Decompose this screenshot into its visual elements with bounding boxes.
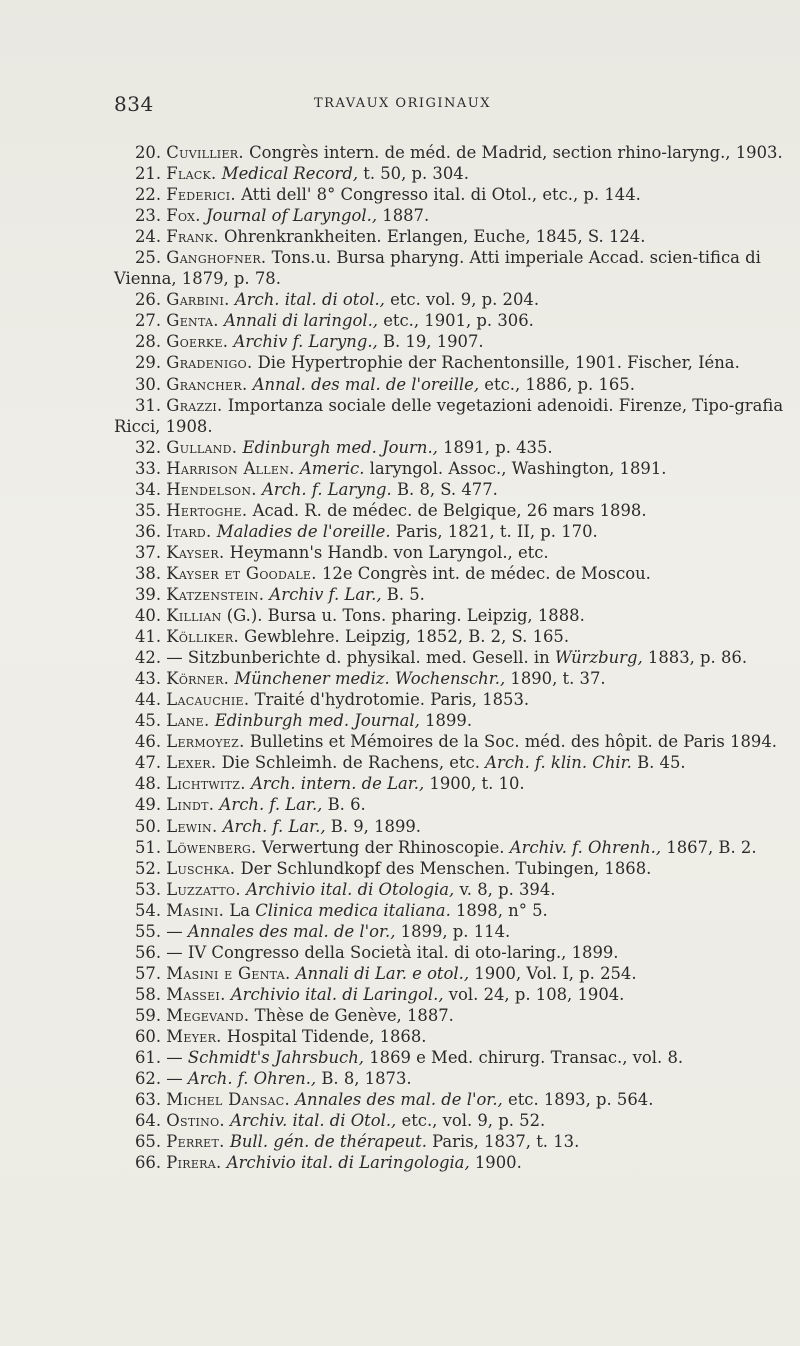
reference-author: Gradenigo. [166,353,253,373]
reference-entry [114,184,786,205]
reference-title: Münchener mediz. Wochenschr., [234,669,506,689]
reference-entry [114,331,786,352]
reference-title: Arch. f. Lar., [219,795,323,815]
reference-title: Annali di laringol., [223,311,378,331]
reference-author: Grancher. [166,374,248,394]
reference-entry [114,858,786,879]
reference-entry [114,500,786,521]
reference-entry [114,163,786,184]
reference-text: — [166,921,188,941]
page-header [114,92,784,118]
reference-entry [114,289,786,310]
reference-title: Arch. f. Ohren., [187,1069,317,1089]
reference-author: Lacauchie. [166,690,250,710]
reference-text: Die Hypertrophie der Rachentonsille, 1901. Fischer, Iéna. [252,353,740,373]
reference-text: — [166,1048,188,1068]
reference-text: Ohrenkrankheiten. Erlangen, Euche, 1845, S. 124. [218,227,646,247]
reference-number: 33. [135,458,162,478]
reference-number: 24. [135,227,162,247]
reference-text: Heymann's Handb. von Laryngol., etc. [224,542,549,562]
reference-author: Luschka. [166,858,236,878]
reference-number: 22. [135,185,162,205]
reference-entry [114,1152,786,1173]
reference-text: Bulletins et Mémoires de la Soc. méd. des hôpit. de Paris 1894. [244,732,777,752]
reference-text: Acad. R. de médec. de Belgique, 26 mars 1898. [247,500,647,520]
reference-text: Thèse de Genève, 1887. [249,1005,454,1025]
reference-entry [114,226,786,247]
reference-text: La [224,900,256,920]
reference-number: 45. [135,711,162,731]
reference-author: Grazzi. [166,395,223,415]
reference-number: 57. [135,963,162,983]
reference-entry [114,942,786,963]
reference-text: 1869 e Med. chirurg. Transac., vol. 8. [364,1048,684,1068]
reference-author: Flack. [166,164,217,184]
reference-number: 32. [135,437,162,457]
reference-number: 30. [135,374,162,394]
reference-number: 50. [135,816,162,836]
reference-text: Importanza sociale delle vegetazioni adenoidi. Firenze, Tipo-grafia Ricci, 1908. [114,395,784,436]
reference-text: Hospital Tidende, 1868. [221,1026,427,1046]
reference-title: Americ. [299,458,365,478]
reference-title: Arch. f. Lar., [222,816,326,836]
reference-entry [114,668,786,689]
reference-entry [114,352,786,373]
reference-author: Lane. [166,711,210,731]
reference-entry [114,1089,786,1110]
reference-author: Fox. [166,206,201,226]
reference-text: 1887. [377,206,430,226]
reference-title: Journal of Laryngol., [205,206,378,226]
reference-entry [114,773,786,794]
reference-entry [114,647,786,668]
reference-text: etc., 1901, p. 306. [377,311,534,331]
reference-author: Gulland. [166,437,238,457]
reference-entry [114,1005,786,1026]
reference-text: 12e Congrès int. de médec. de Moscou. [316,563,651,583]
reference-title: Archiv f. Laryng., [233,332,378,352]
reference-entry [114,542,786,563]
reference-entry [114,479,786,500]
reference-author: Körner. [166,669,230,689]
reference-entry [114,1110,786,1131]
reference-title: Annales des mal. de l'or., [295,1090,503,1110]
reference-number: 63. [135,1090,162,1110]
reference-entry [114,1047,786,1068]
reference-number: 47. [135,753,162,773]
reference-title: Edinburgh med. Journal, [214,711,420,731]
reference-text: B. 9, 1899. [325,816,422,836]
reference-author: Pirera. [166,1153,222,1173]
reference-title: Arch. f. Laryng. [262,479,392,499]
reference-number: 31. [135,395,162,415]
reference-entry [114,710,786,731]
reference-text: 1899, p. 114. [395,921,511,941]
reference-entry [114,816,786,837]
reference-title: Archiv f. Lar., [269,584,382,604]
reference-author: Itard. [166,521,212,541]
reference-text: — Sitzbunberichte d. physikal. med. Gesell. in [166,648,555,668]
reference-entry [114,731,786,752]
reference-entry [114,689,786,710]
reference-text: 1900. [469,1153,522,1173]
reference-author: Meyer. [166,1026,222,1046]
reference-title: Maladies de l'oreille. [216,521,391,541]
reference-author: Kölliker. [166,627,239,647]
reference-title: Arch. f. klin. Chir. [485,753,632,773]
reference-number: 64. [135,1111,162,1131]
reference-text: Paris, 1837, t. 13. [426,1132,580,1152]
reference-number: 37. [135,542,162,562]
reference-number: 20. [135,143,162,162]
reference-title: Annal. des mal. de l'oreille, [252,374,480,394]
reference-text: 1898, n° 5. [450,900,548,920]
reference-entry [114,605,786,626]
page-number: 834 [114,92,154,116]
reference-title: Schmidt's Jahrsbuch, [187,1048,365,1068]
reference-text: B. 6. [322,795,366,815]
reference-text: B. 45. [631,753,686,773]
reference-text: 1900, t. 10. [424,774,525,794]
reference-entry [114,395,786,437]
reference-number: 62. [135,1069,162,1089]
reference-text: etc. 1893, p. 564. [502,1090,654,1110]
reference-text: — [166,1069,188,1089]
reference-title: Archiv. f. Ohrenh., [509,837,662,857]
reference-title: Clinica medica italiana. [255,900,451,920]
reference-number: 34. [135,479,162,499]
reference-number: 38. [135,563,162,583]
reference-entry [114,626,786,647]
reference-number: 58. [135,984,162,1004]
reference-text: Verwertung der Rhinoscopie. [256,837,510,857]
reference-number: 60. [135,1026,162,1046]
reference-number: 56. [135,942,162,962]
reference-text: 1883, p. 86. [642,648,748,668]
reference-title: Edinburgh med. Journ., [242,437,438,457]
reference-title: Annales des mal. de l'or., [187,921,396,941]
reference-author: Goerke. [166,332,229,352]
reference-entry [114,310,786,331]
reference-author: Masini e Genta. [166,963,291,983]
reference-author: Masini. [166,900,225,920]
reference-text: Congrès intern. de méd. de Madrid, section rhino-laryng., 1903. [243,143,783,162]
reference-number: 29. [135,353,162,373]
reference-entry [114,921,786,942]
reference-entry [114,837,786,858]
reference-number: 26. [135,290,162,310]
reference-number: 42. [135,648,162,668]
reference-text: Der Schlundkopf des Menschen. Tubingen, 1868. [235,858,652,878]
reference-number: 41. [135,627,162,647]
reference-text: t. 50, p. 304. [358,164,469,184]
reference-entry [114,984,786,1005]
reference-number: 35. [135,500,162,520]
reference-text: Paris, 1821, t. II, p. 170. [390,521,598,541]
reference-author: Cuvillier. [166,143,244,162]
reference-entry [114,142,786,163]
reference-author: Perret. [166,1132,225,1152]
reference-number: 21. [135,164,162,184]
reference-text: etc., vol. 9, p. 52. [396,1111,546,1131]
reference-text: B. 19, 1907. [377,332,484,352]
reference-number: 36. [135,521,162,541]
reference-author: Massei. [166,984,226,1004]
reference-title: Archivio ital. di Laringologia, [226,1153,470,1173]
reference-entry [114,963,786,984]
reference-text: etc. vol. 9, p. 204. [384,290,540,310]
reference-title: Archivio ital. di Laringol., [230,984,444,1004]
reference-number: 55. [135,921,162,941]
reference-number: 61. [135,1048,162,1068]
reference-text: etc., 1886, p. 165. [479,374,635,394]
reference-number: 65. [135,1132,162,1152]
reference-entry [114,1068,786,1089]
reference-text: 1899. [419,711,473,731]
reference-author: Kayser et Goodale. [166,563,317,583]
reference-entry [114,879,786,900]
reference-author: Harrison Allen. [166,458,295,478]
reference-number: 23. [135,206,162,226]
reference-text: Die Schleimh. de Rachens, etc. [216,753,486,773]
reference-text: 1891, p. 435. [437,437,553,457]
reference-author: Federici. [166,185,236,205]
reference-text: Gewblehre. Leipzig, 1852, B. 2, S. 165. [238,627,570,647]
reference-author: Kayser. [166,542,225,562]
reference-author: Lermoyez. [166,732,245,752]
reference-number: 25. [135,248,162,268]
reference-number: 44. [135,690,162,710]
reference-number: 49. [135,795,162,815]
reference-author: Luzzatto. [166,879,241,899]
reference-author: Frank. [166,227,219,247]
reference-author: Michel Dansac. [166,1090,290,1110]
reference-number: 46. [135,732,162,752]
reference-text: laryngol. Assoc., Washington, 1891. [364,458,667,478]
reference-entry [114,521,786,542]
reference-author: Lichtwitz. [166,774,246,794]
reference-title: Archivio ital. di Otologia, [246,879,455,899]
reference-entry [114,563,786,584]
reference-entry [114,437,786,458]
reference-text: Tons.u. Bursa pharyng. Atti imperiale Accad. scien-tifica di Vienna, 1879, p. 78. [114,248,761,289]
reference-number: 27. [135,311,162,331]
reference-title: Würzburg, [554,648,643,668]
reference-title: Archiv. ital. di Otol., [230,1111,397,1131]
reference-author: Ganghofner. [166,248,267,268]
reference-entry [114,794,786,815]
reference-number: 28. [135,332,162,352]
reference-author: Genta. [166,311,219,331]
reference-text: — IV Congresso della Società ital. di oto-laring., 1899. [166,942,619,962]
reference-author: Lexer. [166,753,217,773]
reference-title: Arch. intern. de Lar., [250,774,425,794]
reference-list [114,142,786,1173]
reference-number: 54. [135,900,162,920]
reference-text: v. 8, p. 394. [454,879,556,899]
reference-author: Lewin. [166,816,218,836]
reference-entry [114,1131,786,1152]
reference-author: Garbini. [166,290,230,310]
reference-text: B. 8, 1873. [316,1069,412,1089]
reference-text: 1890, t. 37. [505,669,606,689]
reference-title: Annali di Lar. e otol., [295,963,470,983]
reference-number: 59. [135,1005,162,1025]
reference-number: 52. [135,858,162,878]
reference-number: 48. [135,774,162,794]
reference-title: Bull. gén. de thérapeut. [229,1132,427,1152]
reference-author: Megevand. [166,1005,250,1025]
reference-entry [114,752,786,773]
reference-number: 40. [135,606,162,626]
reference-number: 66. [135,1153,162,1173]
reference-text: B. 8, S. 477. [391,479,498,499]
reference-text: Atti dell' 8° Congresso ital. di Otol., etc., p. 144. [235,185,641,205]
reference-entry [114,458,786,479]
reference-entry [114,584,786,605]
reference-text: 1900, Vol. I, p. 254. [469,963,637,983]
reference-number: 43. [135,669,162,689]
reference-author: Hertoghe. [166,500,248,520]
reference-text: vol. 24, p. 108, 1904. [443,984,625,1004]
reference-text: Traité d'hydrotomie. Paris, 1853. [249,690,530,710]
reference-text: B. 5. [381,584,425,604]
reference-author: Löwenberg. [166,837,257,857]
reference-number: 51. [135,837,162,857]
reference-entry [114,900,786,921]
running-title: TRAVAUX ORIGINAUX [314,96,492,111]
reference-author: Ostino. [166,1111,225,1131]
reference-text: 1867, B. 2. [661,837,757,857]
reference-number: 39. [135,584,162,604]
reference-author: Lindt. [166,795,215,815]
reference-author: Killian [166,606,222,626]
reference-entry [114,247,786,289]
reference-text: (G.). Bursa u. Tons. pharing. Leipzig, 1888. [221,606,585,626]
reference-number: 53. [135,879,162,899]
reference-entry [114,374,786,395]
reference-entry [114,1026,786,1047]
reference-entry [114,205,786,226]
reference-title: Medical Record, [221,164,359,184]
reference-author: Katzenstein. [166,584,265,604]
reference-title: Arch. ital. di otol., [234,290,385,310]
reference-author: Hendelson. [166,479,257,499]
